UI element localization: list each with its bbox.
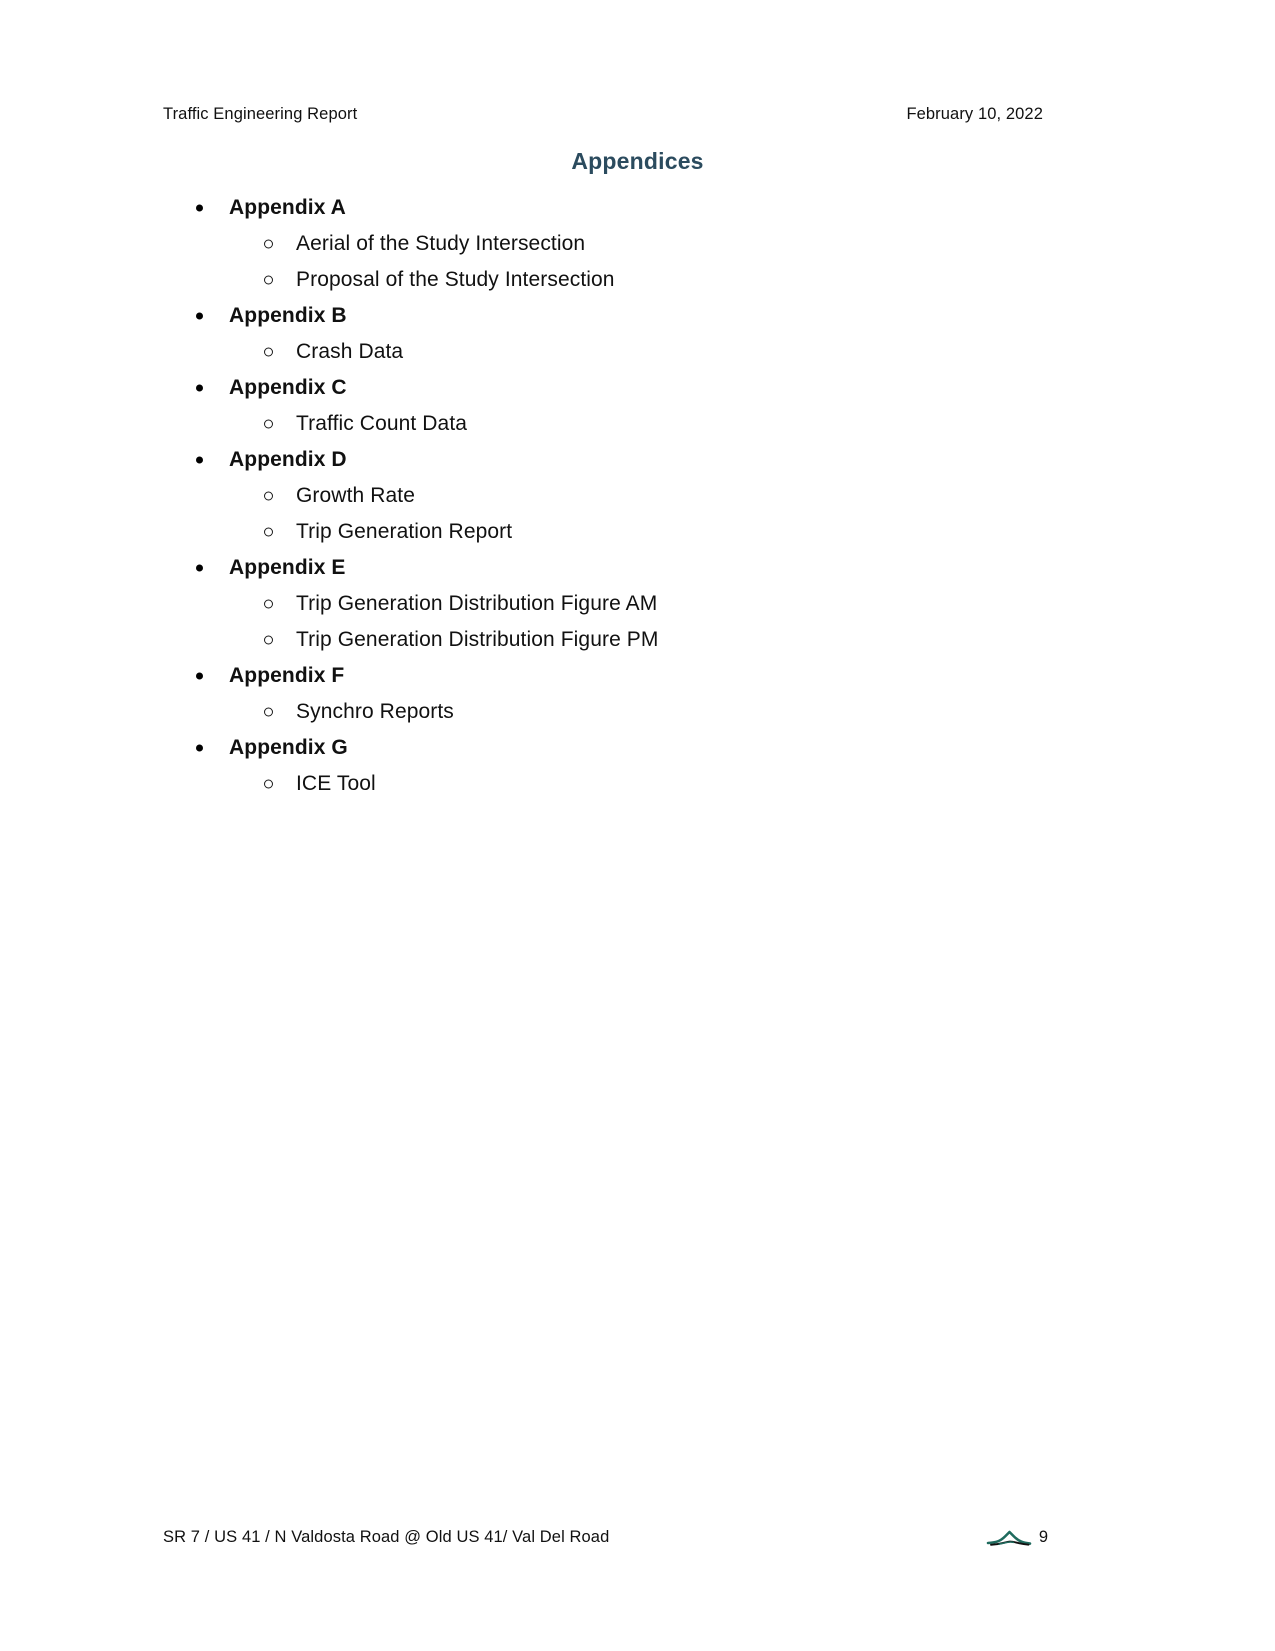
appendix-entry	[163, 730, 1063, 766]
appendix-group	[163, 190, 1063, 298]
appendix-list	[163, 190, 1063, 802]
appendix-subitem-label: ICE Tool	[296, 772, 376, 795]
appendix-entry	[163, 658, 1063, 694]
bullet-dot-icon	[196, 313, 203, 320]
appendix-label: Appendix A	[229, 196, 346, 219]
appendix-label: Appendix C	[229, 376, 347, 399]
appendix-subitem-label: Proposal of the Study Intersection	[296, 268, 615, 291]
appendix-subitem-label: Growth Rate	[296, 484, 415, 507]
appendix-subentry	[163, 406, 1063, 442]
appendix-subitem-label: Synchro Reports	[296, 700, 454, 723]
bullet-circle-icon	[264, 780, 273, 789]
appendix-subentry	[163, 478, 1063, 514]
appendix-subitem-label: Aerial of the Study Intersection	[296, 232, 586, 255]
bullet-circle-icon	[264, 600, 273, 609]
appendix-subitem-label: Trip Generation Distribution Figure PM	[296, 628, 659, 651]
page-number: 9	[1038, 1527, 1048, 1546]
appendix-entry	[163, 190, 1063, 226]
appendix-subentry	[163, 262, 1063, 298]
appendix-subentry	[163, 334, 1063, 370]
appendix-entry	[163, 442, 1063, 478]
bullet-dot-icon	[196, 457, 203, 464]
appendix-subentry	[163, 694, 1063, 730]
appendix-entry	[163, 550, 1063, 586]
bullet-dot-icon	[196, 565, 203, 572]
arch-mountain-logo-icon	[986, 1525, 1032, 1549]
bullet-circle-icon	[264, 240, 273, 249]
footer-project-title: SR 7 / US 41 / N Valdosta Road @ Old US 41/ Val Del Road	[163, 1527, 610, 1546]
appendix-subentry	[163, 622, 1063, 658]
bullet-circle-icon	[264, 276, 273, 285]
appendix-subitem-label: Trip Generation Report	[296, 520, 513, 543]
bullet-circle-icon	[264, 348, 273, 357]
bullet-circle-icon	[264, 708, 273, 717]
appendix-entry	[163, 370, 1063, 406]
appendix-group	[163, 730, 1063, 802]
appendix-subentry	[163, 226, 1063, 262]
bullet-circle-icon	[264, 528, 273, 537]
appendix-subitem-label: Traffic Count Data	[296, 412, 468, 435]
appendix-subitem-label: Trip Generation Distribution Figure AM	[296, 592, 658, 615]
bullet-dot-icon	[196, 205, 203, 212]
appendix-subentry	[163, 586, 1063, 622]
bullet-dot-icon	[196, 673, 203, 680]
appendix-label: Appendix B	[229, 304, 347, 327]
appendix-subentry	[163, 514, 1063, 550]
bullet-dot-icon	[196, 385, 203, 392]
appendix-group	[163, 658, 1063, 730]
appendix-group	[163, 550, 1063, 658]
header-date: February 10, 2022	[906, 105, 1043, 123]
appendix-subitem-label: Crash Data	[296, 340, 404, 363]
appendix-label: Appendix E	[229, 556, 346, 579]
appendix-label: Appendix F	[229, 664, 345, 687]
appendix-group	[163, 370, 1063, 442]
bullet-circle-icon	[264, 492, 273, 501]
bullet-dot-icon	[196, 745, 203, 752]
appendix-label: Appendix D	[229, 448, 347, 471]
bullet-circle-icon	[264, 636, 273, 645]
appendix-entry	[163, 298, 1063, 334]
header-document-title: Traffic Engineering Report	[163, 105, 358, 123]
footer-right-group	[986, 1525, 1048, 1549]
appendix-label: Appendix G	[229, 736, 348, 759]
appendix-group	[163, 442, 1063, 550]
page-title: Appendices	[571, 148, 704, 174]
appendix-group	[163, 298, 1063, 370]
appendix-subentry	[163, 766, 1063, 802]
running-footer	[163, 1525, 1048, 1549]
bullet-circle-icon	[264, 420, 273, 429]
running-header	[163, 105, 1043, 125]
